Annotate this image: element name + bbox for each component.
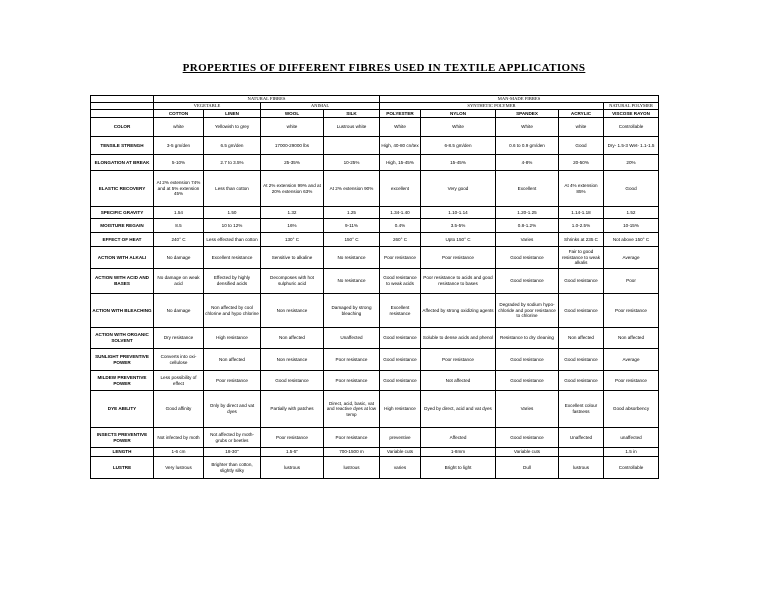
table-cell: 1.52 bbox=[604, 207, 659, 219]
fibre-header: ACRYLIC bbox=[559, 110, 604, 118]
table-cell: 20% bbox=[604, 155, 659, 171]
table-cell: Poor resistance bbox=[324, 428, 380, 448]
table-row bbox=[91, 247, 659, 269]
table-cell: Controllable bbox=[604, 118, 659, 137]
table-cell: Affected bbox=[421, 428, 496, 448]
table-cell: 6.5 gm/den bbox=[204, 137, 261, 155]
vegetable-header: VEGETABLE bbox=[154, 103, 261, 110]
table-cell: white bbox=[261, 118, 324, 137]
table-cell: Poor resistance bbox=[204, 371, 261, 391]
table-cell: Non affected bbox=[559, 328, 604, 349]
table-cell: Dry- 1.5-3 Wet- 1.1-1.5 bbox=[604, 137, 659, 155]
table-cell: 3.5-5% bbox=[421, 219, 496, 233]
table-cell: Dry resistance bbox=[154, 328, 204, 349]
row-label: TENSILE STRENGH bbox=[91, 137, 154, 155]
table-cell: Non affected bbox=[204, 349, 261, 371]
table-cell: Very lustrous bbox=[154, 457, 204, 479]
table-cell: Less effected than cotton bbox=[204, 233, 261, 247]
table-cell: 1.34-1.40 bbox=[380, 207, 421, 219]
table-cell: 18-30" bbox=[204, 448, 261, 457]
table-cell: Good resistance bbox=[496, 247, 559, 269]
row-label: COLOR bbox=[91, 118, 154, 137]
table-cell: Variable cuts bbox=[496, 448, 559, 457]
corner-cell bbox=[91, 110, 154, 118]
table-cell: Good resistance to weak acids bbox=[380, 269, 421, 294]
table-cell: Resistance to dry cleaning bbox=[496, 328, 559, 349]
table-row bbox=[91, 457, 659, 479]
table-cell: 10 to 12% bbox=[204, 219, 261, 233]
table-cell: Varies bbox=[496, 391, 559, 428]
table-cell: 5-10% bbox=[154, 155, 204, 171]
table-row bbox=[91, 391, 659, 428]
table-cell: Yellowish to grey bbox=[204, 118, 261, 137]
table-cell: Affected by strong oxidizing agents bbox=[421, 294, 496, 328]
table-cell: Non resistance bbox=[261, 294, 324, 328]
table-cell: Damaged by strong bleaching bbox=[324, 294, 380, 328]
table-cell: White bbox=[421, 118, 496, 137]
fibre-properties-table bbox=[90, 95, 659, 479]
table-cell: Unaffected bbox=[324, 328, 380, 349]
table-cell: Partially with patches bbox=[261, 391, 324, 428]
table-cell: Sensitive to alkaline bbox=[261, 247, 324, 269]
table-row bbox=[91, 219, 659, 233]
table-cell: 10-25% bbox=[324, 155, 380, 171]
table-cell: Not affected bbox=[421, 371, 496, 391]
table-cell: Not affected by moth-grubs or beetles bbox=[204, 428, 261, 448]
row-label: ACTION WITH ORGANIC SOLVENT bbox=[91, 328, 154, 349]
table-row bbox=[91, 155, 659, 171]
row-label: ELONGATION AT BREAK bbox=[91, 155, 154, 171]
table-cell: 25-35% bbox=[261, 155, 324, 171]
table-cell: varies bbox=[380, 457, 421, 479]
table-cell: Poor resistance bbox=[324, 371, 380, 391]
table-cell: Only by direct and vat dyes bbox=[204, 391, 261, 428]
table-cell: 20-50% bbox=[559, 155, 604, 171]
table-cell: Not infected by moth bbox=[154, 428, 204, 448]
fibre-header: NYLON bbox=[421, 110, 496, 118]
table-cell: Poor bbox=[604, 269, 659, 294]
table-cell: lustrous bbox=[559, 457, 604, 479]
table-row bbox=[91, 207, 659, 219]
table-cell: Variable cuts bbox=[380, 448, 421, 457]
table-cell: High resistance bbox=[380, 391, 421, 428]
table-cell: Very good bbox=[421, 171, 496, 207]
table-cell: 8.5 bbox=[154, 219, 204, 233]
table-row bbox=[91, 448, 659, 457]
table-row bbox=[91, 269, 659, 294]
natural-polymer-header: NATURAL POLYMER bbox=[604, 103, 659, 110]
table-cell: Shrinks at 235 C bbox=[559, 233, 604, 247]
table-cell: Good resistance bbox=[496, 371, 559, 391]
table-cell: At 2% extension 90% bbox=[324, 171, 380, 207]
table-cell: 260° C bbox=[380, 233, 421, 247]
table-row bbox=[91, 371, 659, 391]
row-label: LUSTRE bbox=[91, 457, 154, 479]
table-cell: Good resistance bbox=[380, 328, 421, 349]
table-cell: Good affinity bbox=[154, 391, 204, 428]
table-cell: Good bbox=[559, 137, 604, 155]
table-cell: 240° C bbox=[154, 233, 204, 247]
fibre-header: VISCOSE RAYON bbox=[604, 110, 659, 118]
table-cell: Non affected bbox=[261, 328, 324, 349]
table-cell: Excellent colour fastness bbox=[559, 391, 604, 428]
table-cell: lustrous bbox=[261, 457, 324, 479]
table-cell: White bbox=[380, 118, 421, 137]
table-cell: 1.5-5" bbox=[261, 448, 324, 457]
table-cell: preventive bbox=[380, 428, 421, 448]
table-cell: unaffected bbox=[604, 428, 659, 448]
table-cell: No damage on weak acid bbox=[154, 269, 204, 294]
table-cell: Soluble to dense acids and phenol bbox=[421, 328, 496, 349]
table-cell: Less possibility of effect bbox=[154, 371, 204, 391]
table-row bbox=[91, 137, 659, 155]
table-cell: At 2% extension 99% and at 20% extension 63% bbox=[261, 171, 324, 207]
table-cell: Good bbox=[604, 171, 659, 207]
table-cell: Good resistance bbox=[380, 371, 421, 391]
table-cell: 3-5 gm/den bbox=[154, 137, 204, 155]
table-cell: 1.50 bbox=[204, 207, 261, 219]
table-cell: Poor resistance bbox=[261, 428, 324, 448]
row-label: ACTION WITH ALKALI bbox=[91, 247, 154, 269]
table-cell: Good resistance bbox=[559, 294, 604, 328]
man-made-fibres-header: MAN-MADE FIBRES bbox=[380, 96, 659, 103]
table-cell: 1.20-1.25 bbox=[496, 207, 559, 219]
table-cell: 1.14-1.18 bbox=[559, 207, 604, 219]
table-cell: 9-11% bbox=[324, 219, 380, 233]
fibre-header: POLYESTER bbox=[380, 110, 421, 118]
table-cell: Effected by highly densified acids bbox=[204, 269, 261, 294]
table-cell: 16% bbox=[261, 219, 324, 233]
table-cell: 1.32 bbox=[261, 207, 324, 219]
table-cell: High, 15-45% bbox=[380, 155, 421, 171]
row-label: EFFECT OF HEAT bbox=[91, 233, 154, 247]
table-cell: At 2% extension 74% and at 5% extension 45% bbox=[154, 171, 204, 207]
table-cell: Poor resistance to acids and good resistance to bases bbox=[421, 269, 496, 294]
table-cell: Controllable bbox=[604, 457, 659, 479]
table-cell: 1.54 bbox=[154, 207, 204, 219]
table-cell: No damage bbox=[154, 247, 204, 269]
table-cell: Good resistance bbox=[559, 371, 604, 391]
table-cell: Good resistance bbox=[380, 349, 421, 371]
table-cell bbox=[559, 448, 604, 457]
table-cell: 1.0-2.5% bbox=[559, 219, 604, 233]
table-cell: No resistance bbox=[324, 247, 380, 269]
table-cell: 1.10-1.14 bbox=[421, 207, 496, 219]
fibre-header: WOOL bbox=[261, 110, 324, 118]
table-cell bbox=[324, 137, 380, 155]
table-cell: 15-45% bbox=[421, 155, 496, 171]
table-row bbox=[91, 294, 659, 328]
table-cell: 1-8mm bbox=[421, 448, 496, 457]
table-cell: Good resistance bbox=[261, 371, 324, 391]
table-cell: 6-8.5 gm/den bbox=[421, 137, 496, 155]
table-cell: Dull bbox=[496, 457, 559, 479]
table-row bbox=[91, 428, 659, 448]
row-label: MOISTURE REGAIN bbox=[91, 219, 154, 233]
table-cell: excellent bbox=[380, 171, 421, 207]
table-cell: white bbox=[559, 118, 604, 137]
row-label: SPECIFIC GRAVITY bbox=[91, 207, 154, 219]
animal-header: ANIMAL bbox=[261, 103, 380, 110]
table-cell: Direct, acid, basic, vat and reactive dyes at low temp bbox=[324, 391, 380, 428]
table-cell: Poor resistance bbox=[604, 371, 659, 391]
table-row bbox=[91, 349, 659, 371]
corner-cell bbox=[91, 103, 154, 110]
table-cell: No damage bbox=[154, 294, 204, 328]
table-cell: Poor resistance bbox=[380, 247, 421, 269]
table-cell: 700-1500 m bbox=[324, 448, 380, 457]
table-cell: Good absorbency bbox=[604, 391, 659, 428]
table-cell: Fair to good resistance to weak alkalis bbox=[559, 247, 604, 269]
table-cell: 17000-29000 lbs bbox=[261, 137, 324, 155]
table-cell: At 4% extension 85% bbox=[559, 171, 604, 207]
table-row bbox=[91, 233, 659, 247]
table-cell: 0.6 to 0.9 gm/den bbox=[496, 137, 559, 155]
table-cell: No resistance bbox=[324, 269, 380, 294]
table-cell: Excellent bbox=[496, 171, 559, 207]
synthetic-polymer-header: SYNTHETIC POLYMER bbox=[380, 103, 604, 110]
table-cell: 0.8-1.2% bbox=[496, 219, 559, 233]
table-cell: white bbox=[154, 118, 204, 137]
table-cell: Poor resistance bbox=[324, 349, 380, 371]
table-cell: Excellent resistance bbox=[204, 247, 261, 269]
table-cell: Poor resistance bbox=[421, 247, 496, 269]
table-cell: 4-8% bbox=[496, 155, 559, 171]
fibre-header: COTTON bbox=[154, 110, 204, 118]
page-title: PROPERTIES OF DIFFERENT FIBRES USED IN TEXTILE APPLICATIONS bbox=[182, 62, 586, 74]
row-label: MILDEW PREVENTIVE POWER bbox=[91, 371, 154, 391]
table-cell: 0.4% bbox=[380, 219, 421, 233]
table-cell: 1.25 bbox=[324, 207, 380, 219]
table-cell: Excellent resistance bbox=[380, 294, 421, 328]
row-label: LENGTH bbox=[91, 448, 154, 457]
table-cell: Poor resistance bbox=[421, 349, 496, 371]
fibre-header: SPANDEX bbox=[496, 110, 559, 118]
table-cell: 1-6 cm bbox=[154, 448, 204, 457]
row-label: ACTION WITH ACID AND BASES bbox=[91, 269, 154, 294]
table-cell: White bbox=[496, 118, 559, 137]
table-row bbox=[91, 328, 659, 349]
natural-fibres-header: NATURAL FIBRES bbox=[154, 96, 380, 103]
table-cell: Dyed by direct, acid and vat dyes bbox=[421, 391, 496, 428]
table-cell: lustrous bbox=[324, 457, 380, 479]
table-cell: 10-15% bbox=[604, 219, 659, 233]
table-cell: Good resistance bbox=[559, 269, 604, 294]
fibre-header: LINEN bbox=[204, 110, 261, 118]
table-cell: Poor resistance bbox=[604, 294, 659, 328]
table-cell: High resistance bbox=[204, 328, 261, 349]
corner-cell bbox=[91, 96, 154, 103]
fibre-header: SILK bbox=[324, 110, 380, 118]
table-cell: 150° C bbox=[324, 233, 380, 247]
table-cell: Bright to light bbox=[421, 457, 496, 479]
table-row bbox=[91, 171, 659, 207]
row-label: DYE ABILITY bbox=[91, 391, 154, 428]
table-cell: High, 40-80 cn/tex bbox=[380, 137, 421, 155]
table-cell: Less than cotton bbox=[204, 171, 261, 207]
table-cell: Converts into oxi-cellulose bbox=[154, 349, 204, 371]
table-cell: Brighter than cotton, slightly silky bbox=[204, 457, 261, 479]
table-cell: Non affected bbox=[604, 328, 659, 349]
table-cell: Good resistance bbox=[496, 269, 559, 294]
table-cell: Varies bbox=[496, 233, 559, 247]
table-cell: 1.5 in bbox=[604, 448, 659, 457]
table-cell: 130° C bbox=[261, 233, 324, 247]
table-cell: Degraded by sodium hypo- chloride and poor resistance to chlorine bbox=[496, 294, 559, 328]
table-cell: Not above 150° C bbox=[604, 233, 659, 247]
table-cell: Good resistance bbox=[496, 428, 559, 448]
table-cell: Average bbox=[604, 247, 659, 269]
table-cell: Good resistance bbox=[559, 349, 604, 371]
row-label: SUNLIGHT PREVENTIVE POWER bbox=[91, 349, 154, 371]
table-cell: Non resistance bbox=[261, 349, 324, 371]
row-label: INSECTS PREVENTIVE POWER bbox=[91, 428, 154, 448]
table-cell: Good resistance bbox=[496, 349, 559, 371]
table-cell: 2.7 to 3.5% bbox=[204, 155, 261, 171]
row-label: ELASTIC RECOVERY bbox=[91, 171, 154, 207]
table-cell: Average bbox=[604, 349, 659, 371]
table-cell: Upto 150° C bbox=[421, 233, 496, 247]
table-cell: Lustrous white bbox=[324, 118, 380, 137]
table-cell: Decomposes with hot sulphuric acid bbox=[261, 269, 324, 294]
table-row bbox=[91, 118, 659, 137]
table-cell: Unaffected bbox=[559, 428, 604, 448]
table-cell: Non affected by cool chlorine and hypo chlorine bbox=[204, 294, 261, 328]
row-label: ACTION WITH BLEACHING bbox=[91, 294, 154, 328]
